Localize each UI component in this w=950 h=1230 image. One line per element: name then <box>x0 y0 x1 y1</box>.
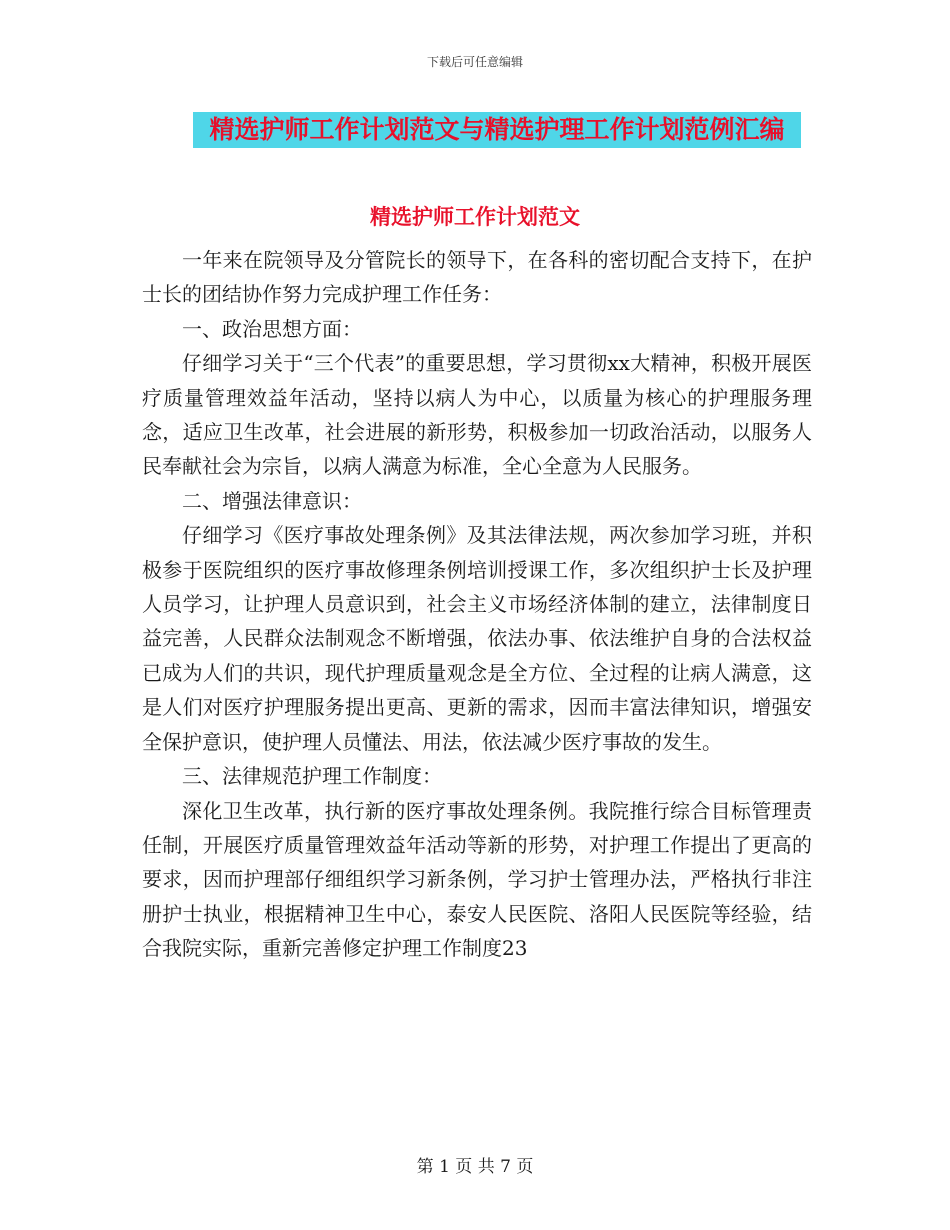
paragraph: 仔细学习关于“三个代表”的重要思想，学习贯彻xx大精神，积极开展医疗质量管理效益年活动，坚持以病人为中心，以质量为核心的护理服务理念，适应卫生改革，社会进展的新形势，积极参加一切政治活动，以服务人民奉献社会为宗旨，以病人满意为标准，全心全意为人民服务。 <box>142 351 812 479</box>
paragraph: 三、法律规范护理工作制度： <box>182 764 442 789</box>
paragraph: 深化卫生改革，执行新的医疗事故处理条例。我院推行综合目标管理责任制，开展医疗质量管理效益年活动等新的形势，对护理工作提出了更高的要求，因而护理部仔细组织学习新条例，学习护士管理办法，严格执行非注册护士执业，根据精神卫生中心，泰安人民医院、洛阳人民医院等经验，结合我院实际，重新完善修定护理工作制度23 <box>142 798 812 961</box>
page-header-note: 下载后可任意编辑 <box>426 55 523 69</box>
document-body <box>142 243 812 966</box>
document-title: 精选护师工作计划范文与精选护理工作计划范例汇编 <box>193 112 801 148</box>
paragraph: 二、增强法律意识： <box>182 488 362 513</box>
section-title: 精选护师工作计划范文 <box>370 204 580 229</box>
paragraph: 仔细学习《医疗事故处理条例》及其法律法规，两次参加学习班，并积极参于医院组织的医疗事故修理条例培训授课工作，多次组织护士长及护理人员学习，让护理人员意识到，社会主义市场经济体制的建立，法律制度日益完善，人民群众法制观念不断增强，依法办事、依法维护自身的合法权益已成为人们的共识，现代护理质量观念是全方位、全过程的让病人满意，这是人们对医疗护理服务提出更高、更新的需求，因而丰富法律知识，增强安全保护意识，使护理人员懂法、用法，依法减少医疗事故的发生。 <box>142 523 812 754</box>
page-number: 第 1 页 共 7 页 <box>416 1157 534 1177</box>
paragraph: 一年来在院领导及分管院长的领导下，在各科的密切配合支持下，在护士长的团结协作努力完成护理工作任务： <box>142 248 812 307</box>
paragraph: 一、政治思想方面： <box>182 316 362 341</box>
